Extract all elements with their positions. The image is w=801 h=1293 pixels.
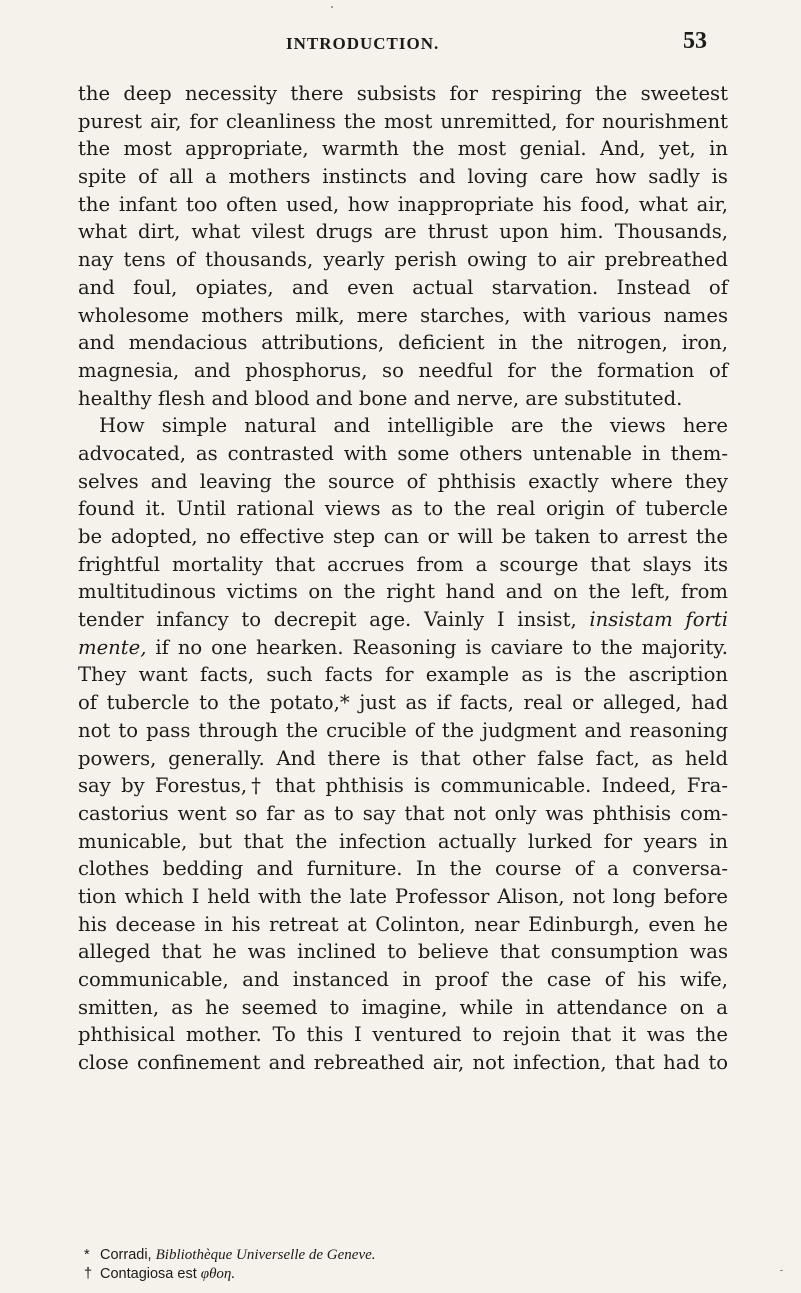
text-line [78, 717, 728, 745]
text-line [78, 800, 728, 828]
line-text: phthisical mother. To this I ventured to rejoin that it was the [78, 1023, 728, 1047]
line-text: How simple natural and intelligible are the views here [99, 414, 728, 438]
line-text: alleged that he was inclined to believe that consumption was [78, 940, 728, 964]
line-text: his decease in his retreat at Colinton, near Edinburgh, even he [78, 912, 728, 936]
text-line [78, 745, 728, 773]
line-text: They want facts, such facts for example as is the ascription [78, 663, 728, 687]
line-text: nay tens of thousands, yearly perish owing to air prebreathed [78, 248, 728, 272]
text-line [78, 606, 728, 634]
running-head-title: INTRODUCTION. [286, 34, 440, 53]
text-line [78, 578, 728, 606]
line-text: and foul, opiates, and even actual starvation. Instead of [78, 275, 728, 299]
text-line [78, 329, 728, 357]
text-line [78, 495, 728, 523]
text-line [78, 468, 728, 496]
paper-speck [331, 6, 333, 8]
line-text: what dirt, what vilest drugs are thrust upon him. Thousands, [78, 220, 728, 244]
text-line [78, 661, 728, 689]
line-text: clothes bedding and furniture. In the course of a conversa- [78, 857, 728, 881]
text-line [78, 108, 728, 136]
paper-speck [780, 1270, 783, 1271]
footnote-text: Corradi, [100, 1247, 156, 1263]
italic-phrase: mente, [78, 635, 147, 659]
text-line [78, 412, 728, 440]
line-text: be adopted, no effective step can or will be taken to arrest the [78, 525, 728, 548]
text-line [78, 191, 728, 219]
line-text: multitudinous victims on the right hand and on the left, from [78, 580, 728, 604]
line-text: close confinement and rebreathed air, not infection, that had to [78, 1051, 728, 1075]
text-line [78, 966, 728, 994]
text-line [78, 440, 728, 468]
page-number: 53 [683, 28, 707, 54]
body-text [78, 80, 728, 1077]
footnote-mark: † [84, 1266, 93, 1282]
line-text: and mendacious attributions, deficient in the nitrogen, iron, [78, 331, 728, 355]
line-text: the infant too often used, how inappropriate his food, what air, [78, 192, 728, 216]
footnote-italic: Bibliothèque Universelle de Geneve. [155, 1247, 376, 1263]
line-text: if no one hearken. Reasoning is caviare to the majority. [146, 635, 728, 659]
line-text: magnesia, and phosphorus, so needful for the formation of [78, 358, 728, 382]
line-text: frightful mortality that accrues from a scourge that slays its [78, 552, 728, 576]
text-line [78, 302, 728, 330]
text-line [78, 938, 728, 966]
running-head [136, 14, 707, 54]
text-line [78, 385, 728, 413]
line-text: of tubercle to the potato,* just as if facts, real or alleged, had [78, 691, 728, 715]
line-text: the most appropriate, warmth the most genial. And, yet, in [78, 137, 728, 161]
text-line [78, 1021, 728, 1049]
text-line [78, 994, 728, 1022]
line-text: communicable, and instanced in proof the case of his wife, [78, 968, 728, 991]
line-text: purest air, for cleanliness the most unremitted, for nourishment [78, 109, 728, 133]
text-line [78, 246, 728, 274]
line-text: castorius went so far as to say that not only was phthisis com- [78, 801, 728, 825]
line-text: selves and leaving the source of phthisis exactly where they [78, 469, 728, 493]
line-text: powers, generally. And there is that other false fact, as held [78, 746, 728, 770]
footnote [78, 1265, 728, 1284]
line-text: tion which I held with the late Professor Alison, not long before [78, 884, 728, 908]
line-text: spite of all a mothers instincts and loving care how sadly is [78, 165, 728, 189]
line-text: say by Forestus,† that phthisis is communicable. Indeed, Fra- [78, 774, 728, 798]
text-line [78, 689, 728, 717]
line-text: tender infancy to decrepit age. Vainly I insist, [78, 608, 590, 632]
italic-phrase: insistam forti [589, 608, 728, 632]
text-line [78, 772, 728, 800]
footnotes [78, 1246, 728, 1284]
text-line [78, 911, 728, 939]
line-text: found it. Until rational views as to the real origin of tubercle [78, 497, 728, 521]
footnote [78, 1246, 728, 1265]
text-line [78, 163, 728, 191]
line-text: wholesome mothers milk, mere starches, with various names [78, 303, 728, 327]
text-line [78, 135, 728, 163]
line-text: municable, but that the infection actually lurked for years in [78, 829, 728, 853]
text-line [78, 828, 728, 856]
text-line [78, 551, 728, 579]
footnote-italic: φθοη. [200, 1266, 236, 1282]
line-text: smitten, as he seemed to imagine, while in attendance on a [78, 995, 728, 1019]
text-line [78, 855, 728, 883]
text-line [78, 523, 728, 551]
line-text: the deep necessity there subsists for respiring the sweetest [78, 82, 728, 105]
footnote-mark: * [84, 1247, 90, 1263]
line-text: advocated, as contrasted with some others untenable in them- [78, 441, 728, 465]
line-text: healthy flesh and blood and bone and nerve, are substituted. [78, 386, 683, 410]
text-line [78, 634, 728, 662]
text-line [78, 80, 728, 108]
line-text: not to pass through the crucible of the judgment and reasoning [78, 718, 728, 742]
text-line [78, 274, 728, 302]
text-line [78, 883, 728, 911]
text-line [78, 357, 728, 385]
text-line [78, 218, 728, 246]
footnote-text: Contagiosa est [100, 1266, 201, 1282]
text-line [78, 1049, 728, 1077]
